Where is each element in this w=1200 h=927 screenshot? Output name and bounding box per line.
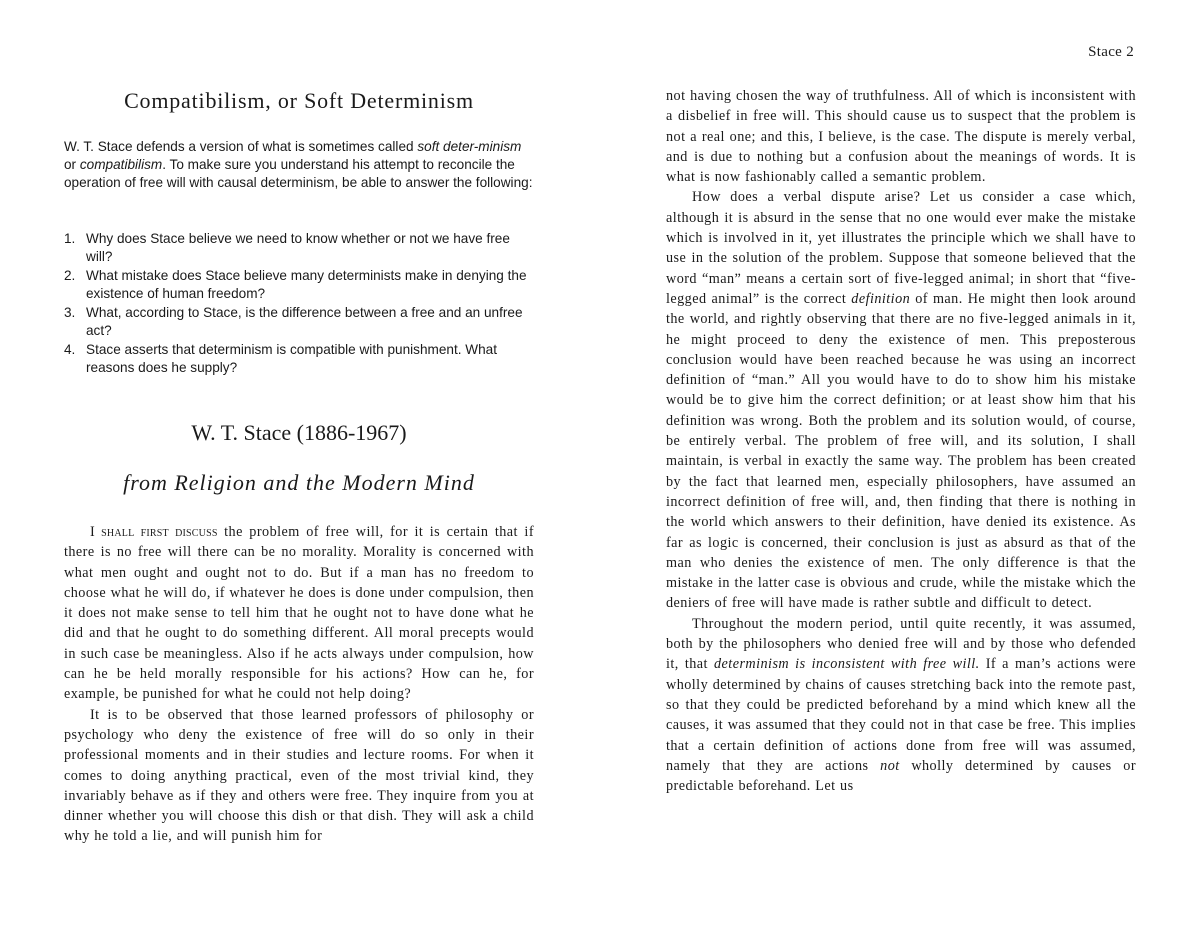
intro-em-compatibilism: compatibilism (79, 157, 163, 172)
intro-paragraph: W. T. Stace defends a version of what is sometimes called soft deter-minism or compatibilism. To make sure you understand his attempt to reconcile the operation of free will with causal determinism, be able to answer the following: (64, 139, 533, 190)
essay-body-left (64, 522, 534, 847)
emphasis-definition: definition (851, 290, 911, 307)
author-heading: W. T. Stace (1886-1967) (191, 420, 407, 445)
essay-paragraph: I shall first discuss the problem of free will, for it is certain that if there is no free will there can be no morality. Morality is concerned with what men ought and ought not to do. But if a man has no freedom to choose what he will do, if whatever he does is done under compulsion, then it does not make sense to tell him that he ought not to have done what he did and that he ought to do something different. All moral precepts would in such case be meaningless. Also if he acts always under compulsion, how can he be held morally responsible for his actions? How can he, for example, be punished for what he could not help doing? (64, 524, 534, 703)
essay-paragraph: It is to be observed that those learned professors of philosophy or psychology who deny the existence of free will do so only in their professional moments and in their studies and lecture rooms. For when it comes to doing anything practical, even of the most trivial kind, they invariably behave as if they and others were free. They inquire from you at dinner whether you will choose this dish or that dish. They will ask a child why he told a lie, and will punish him for (64, 706, 534, 845)
intro-em-soft-determinism: soft deter-minism (417, 139, 522, 154)
essay-paragraph: How does a verbal dispute arise? Let us consider a case which, although it is absurd in the sense that no one would ever make the mistake which is involved in it, yet illustrates the principle which we shall have to use in the solution of the problem. Suppose that someone believed that the word “man” means a certain sort of five-legged animal; in short that “five-legged animal” is the correct definition of man. He might then look around the world, and rightly observing that there are no five-legged animals in it, he might proceed to deny the existence of men. This preposterous conclusion would have been reached because he was using an incorrect definition of “man.” All you would have to do to show him his mistake would be to give him the correct definition; or at least show him that his definition was wrong. Both the problem and its solution would, of course, be entirely verbal. The problem of free will, and its solution, I shall maintain, is verbal in exactly the same way. The problem has been created by the fact that learned men, especially philosophers, have assumed an incorrect definition of free will, and, then finding that there is nothing in the world which answers to their definition, have denied its existence. As far as logic is concerned, their conclusion is just as absurd as that of the man who denies the existence of men. The only difference is that the mistake in the latter case is obvious and crude, while the mistake which the deniers of free will have made is rather subtle and difficult to detect. (666, 189, 1136, 612)
page-number-header: Stace 2 (1088, 44, 1134, 60)
study-questions-list (64, 230, 534, 378)
emphasis-determinism: determinism is inconsistent with free will. (714, 656, 980, 673)
chapter-title: Compatibilism, or Soft Determinism (124, 88, 474, 113)
essay-paragraph: Throughout the modern period, until quite recently, it was assumed, both by the philosophers who denied free will and by those who defended it, that determinism is inconsistent with free will. If a man’s actions were wholly determined by chains of causes stretching back into the remote past, so that they could be predicted beforehand by a mind which knew all the causes, it was assumed that they could not in that case be free. This implies that a certain definition of actions done from free will was assumed, namely that they are actions not wholly determined by causes or predictable beforehand. Let us (666, 615, 1136, 795)
emphasis-not: not (880, 757, 900, 774)
question-item: 3. What, according to Stace, is the difference between a free and an unfree act? (64, 305, 523, 338)
question-item: 1. Why does Stace believe we need to know whether or not we have free will? (64, 231, 510, 264)
drop-lead-in: I shall first discuss (90, 524, 218, 540)
essay-body-right (666, 86, 1136, 796)
question-item: 2. What mistake does Stace believe many determinists make in denying the existence of human freedom? (64, 268, 527, 301)
source-heading: from Religion and the Modern Mind (123, 470, 475, 495)
question-item: 4. Stace asserts that determinism is compatible with punishment. What reasons does he supply? (64, 342, 498, 375)
essay-paragraph: not having chosen the way of truthfulness. All of which is inconsistent with a disbelief in free will. This should cause us to suspect that the problem is not a real one; and this, I believe, is the case. The dispute is merely verbal, and is due to nothing but a confusion about the meanings of words. It is what is now fashionably called a semantic problem. (666, 88, 1136, 186)
